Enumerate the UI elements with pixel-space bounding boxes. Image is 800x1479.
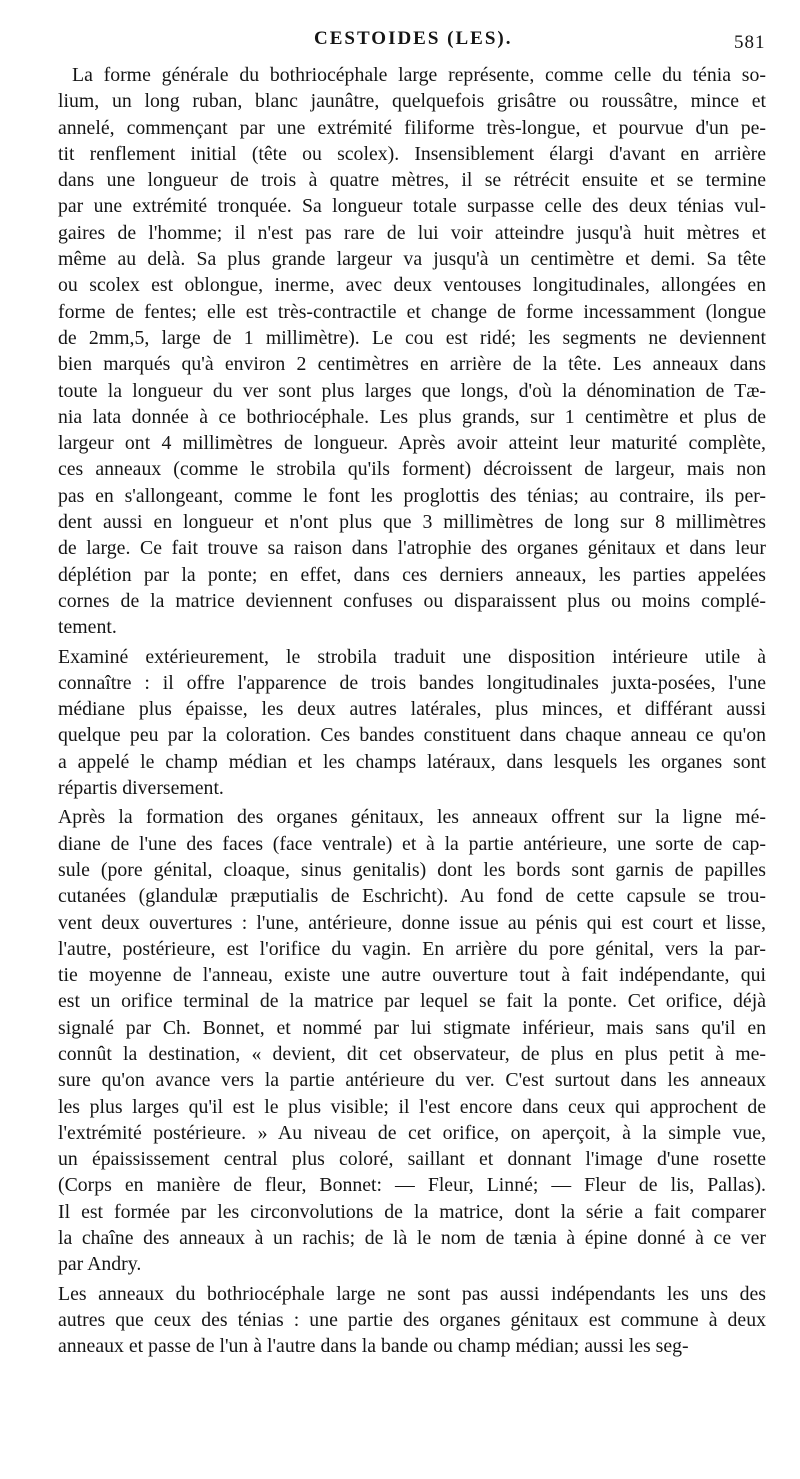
text-line: sule (pore génital, cloaque, sinus genitalis) dont les bords sont garnis de papilles <box>58 858 766 881</box>
text-line: cornes de la matrice deviennent confuses ou disparaissent plus ou moins complé- <box>58 589 766 612</box>
paragraph <box>58 644 766 802</box>
text-line: toute la longueur du ver sont plus larges que longs, d'où la dénomination de Tæ- <box>58 379 766 402</box>
text-line: Il est formée par les circonvolutions de la matrice, dont la série a fait comparer <box>58 1200 766 1223</box>
text-line: un épaississement central plus coloré, saillant et donnant l'image d'une rosette <box>58 1148 766 1171</box>
text-line: les plus larges qu'il est le plus visible; il l'est encore dans ceux qui approchent de <box>58 1095 766 1118</box>
text-line: anneaux et passe de l'un à l'autre dans la bande ou champ médian; aussi les seg- <box>58 1335 689 1358</box>
text-line: dans une longueur de trois à quatre mètres, il se rétrécit ensuite et se termine <box>58 169 766 192</box>
text-line: déplétion par la ponte; en effet, dans ces derniers anneaux, les parties appelées <box>58 563 766 586</box>
text-line: a appelé le champ médian et les champs latéraux, dans lesquels les organes sont <box>58 750 766 773</box>
text-line: forme de fentes; elle est très-contractile et change de forme incessamment (longue <box>58 300 766 323</box>
text-line: cutanées (glandulæ præputialis de Eschricht). Au fond de cette capsule se trou- <box>58 885 766 908</box>
text-line: lium, un long ruban, blanc jaunâtre, quelquefois grisâtre ou roussâtre, mince et <box>58 90 766 113</box>
text-line: ces anneaux (comme le strobila qu'ils forment) décroissent de largeur, mais non <box>58 458 766 481</box>
text-line: par Andry. <box>58 1253 142 1276</box>
text-line: tit renflement initial (tête ou scolex). Insensiblement élargi d'avant en arrière <box>58 142 766 165</box>
paragraph <box>58 62 766 641</box>
text-line: bien marqués qu'à environ 2 centimètres en arrière de la tête. Les anneaux dans <box>58 353 766 376</box>
text-line: de 2mm,5, large de 1 millimètre). Le cou est ridé; les segments ne deviennent <box>58 326 766 349</box>
text-line: quelque peu par la coloration. Ces bandes constituent dans chaque anneau ce qu'on <box>58 724 766 747</box>
text-line: Les anneaux du bothriocéphale large ne sont pas aussi indépendants les uns des <box>58 1282 766 1305</box>
text-line: nia lata donnée à ce bothriocéphale. Les plus grands, sur 1 centimètre et plus de <box>58 405 766 428</box>
page-header <box>0 28 800 58</box>
text-line: pas en s'allongeant, comme le font les proglottis des ténias; au contraire, ils per- <box>58 484 766 507</box>
paragraph <box>58 1281 766 1360</box>
text-line: sure qu'on avance vers la partie antérieure du ver. C'est surtout dans les anneaux <box>58 1069 766 1092</box>
text-line: par une extrémité tronquée. Sa longueur totale surpasse celle des deux ténias vul- <box>58 195 766 218</box>
text-line: médiane plus épaisse, les deux autres latérales, plus minces, et différant aussi <box>58 698 766 721</box>
page-number: 581 <box>734 32 766 53</box>
text-line: connaître : il offre l'apparence de trois bandes longitudinales juxta-posées, l'une <box>58 671 766 694</box>
text-line: tie moyenne de l'anneau, existe une autre ouverture tout à fait indépendante, qui <box>58 964 766 987</box>
text-line: l'autre, postérieure, est l'orifice du vagin. En arrière du pore génital, vers la par- <box>58 937 766 960</box>
text-line: répartis diversement. <box>58 777 224 800</box>
text-line: même au delà. Sa plus grande largeur va jusqu'à un centimètre et demi. Sa tête <box>58 248 766 271</box>
text-line: autres que ceux des ténias : une partie des organes génitaux est commune à deux <box>58 1308 766 1331</box>
paragraph <box>58 804 766 1277</box>
text-line: signalé par Ch. Bonnet, et nommé par lui stigmate inférieur, mais sans qu'il en <box>58 1016 766 1039</box>
text-line: annelé, commençant par une extrémité filiforme très-longue, et pourvue d'un pe- <box>58 116 766 139</box>
text-line: La forme générale du bothriocéphale large représente, comme celle du ténia so- <box>72 64 766 86</box>
text-line: de large. Ce fait trouve sa raison dans l'atrophie des organes génitaux et dans leur <box>58 537 766 560</box>
text-line: est un orifice terminal de la matrice par lequel se fait la ponte. Cet orifice, déjà <box>58 990 766 1013</box>
body-text <box>58 62 766 1360</box>
text-line: connût la destination, « devient, dit cet observateur, de plus en plus petit à me- <box>58 1042 766 1065</box>
text-line: dent aussi en longueur et n'ont plus que 3 millimètres de long sur 8 millimètres <box>58 511 766 534</box>
text-line: largeur ont 4 millimètres de longueur. Après avoir atteint leur maturité complète, <box>58 432 766 455</box>
text-line: ou scolex est oblongue, inerme, avec deux ventouses longitudinales, allongées en <box>58 274 766 297</box>
text-line: Après la formation des organes génitaux, les anneaux offrent sur la ligne mé- <box>58 806 766 829</box>
text-line: diane de l'une des faces (face ventrale) et à la partie antérieure, une sorte de cap- <box>58 832 766 855</box>
text-line: vent deux ouvertures : l'une, antérieure, donne issue au pénis qui est court et lisse, <box>58 911 766 934</box>
text-line: la chaîne des anneaux à un rachis; de là le nom de tænia à épine donné à ce ver <box>58 1227 766 1250</box>
running-title: CESTOIDES (LES). <box>314 28 513 49</box>
text-line: tement. <box>58 616 117 639</box>
text-line: gaires de l'homme; il n'est pas rare de lui voir atteindre jusqu'à huit mètres et <box>58 221 766 244</box>
text-line: l'extrémité postérieure. » Au niveau de cet orifice, on aperçoit, à la simple vue, <box>58 1121 766 1144</box>
text-line: (Corps en manière de fleur, Bonnet: — Fleur, Linné; — Fleur de lis, Pallas). <box>58 1174 766 1197</box>
text-line: Examiné extérieurement, le strobila traduit une disposition intérieure utile à <box>58 645 766 668</box>
